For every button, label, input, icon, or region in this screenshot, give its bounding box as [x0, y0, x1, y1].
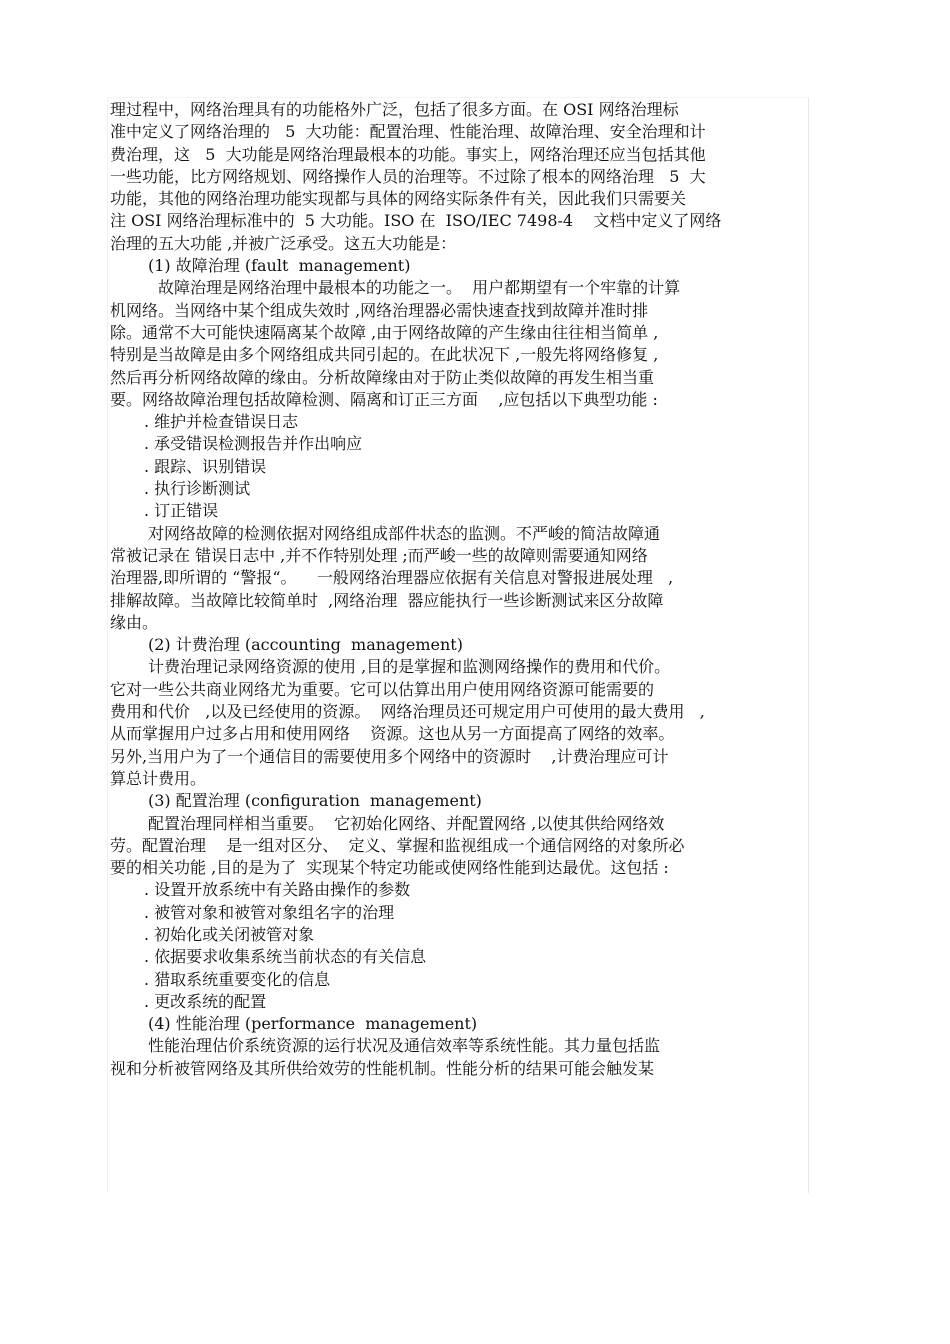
- text-line: . 跟踪、识别错误: [144, 456, 267, 476]
- text-line: . 订正错误: [144, 501, 219, 521]
- text-line: 它对一些公共商业网络尤为重要。它可以估算出用户使用网络资源可能需要的: [110, 679, 655, 699]
- text-line: 算总计费用。: [110, 768, 207, 788]
- text-line: (2) 计费治理 (accounting management): [148, 635, 463, 655]
- text-line: 对网络故障的检测依据对网络组成部件状态的监测。不严峻的简洁故障通: [148, 523, 661, 543]
- text-line: . 设置开放系统中有关路由操作的参数: [144, 880, 411, 900]
- text-line: . 承受错误检测报告并作出响应: [144, 434, 363, 454]
- text-line: 费用和代价 ,以及已经使用的资源。 网络治理员还可规定用户可使用的最大费用 ,: [110, 702, 705, 722]
- text-line: 一些功能，比方网络规划、网络操作人员的治理等。不过除了根本的网络治理 5 大: [110, 166, 706, 186]
- text-line: 排解故障。当故障比较简单时 ,网络治理 器应能执行一些诊断测试来区分故障: [110, 590, 664, 610]
- text-line: 除。通常不大可能快速隔离某个故障 ,由于网络故障的产生缘由往往相当简单 ,: [110, 322, 659, 342]
- text-line: 另外,当用户为了一个通信目的需要使用多个网络中的资源时 ,计费治理应可计: [110, 746, 669, 766]
- text-line: . 维护并检查错误日志: [144, 412, 299, 432]
- text-line: . 更改系统的配置: [144, 991, 267, 1011]
- text-line: 特别是当故障是由多个网络组成共同引起的。在此状况下 ,一般先将网络修复 ,: [110, 345, 659, 365]
- text-line: . 执行诊断测试: [144, 479, 251, 499]
- text-line: 配置治理同样相当重要。 它初始化网络、并配置网络 ,以使其供给网络效: [148, 813, 665, 833]
- text-line: 然后再分析网络故障的缘由。分析故障缘由对于防止类似故障的再发生相当重: [110, 367, 655, 387]
- text-line: 常被记录在 错误日志中 ,并不作特别处理 ;而严峻一些的故障则需要通知网络: [110, 545, 648, 565]
- text-line: 性能治理估价系统资源的运行状况及通信效率等系统性能。其力量包括监: [148, 1036, 661, 1056]
- text-line: (4) 性能治理 (performance management): [148, 1014, 478, 1034]
- text-line: . 依据要求收集系统当前状态的有关信息: [144, 947, 427, 967]
- text-line: 注 OSI 网络治理标准中的 5 大功能。ISO 在 ISO/IEC 7498-4 文档中定义了网络: [110, 211, 722, 231]
- document-body: [110, 99, 804, 1080]
- text-line: . 被管对象和被管对象组名字的治理: [144, 902, 395, 922]
- text-line: 要。网络故障治理包括故障检测、隔离和订正三方面 ,应包括以下典型功能 :: [110, 389, 658, 409]
- text-line: 治理的五大功能 ,并被广泛承受。这五大功能是：: [110, 233, 457, 253]
- text-line: . 初始化或关闭被管对象: [144, 924, 315, 944]
- text-line: 治理器,即所谓的 “警报“。 一般网络治理器应依据有关信息对警报进展处理 ,: [110, 568, 674, 588]
- text-line: 劳。配置治理 是一组对区分、 定义、掌握和监视组成一个通信网络的对象所必: [110, 835, 685, 855]
- text-line: 理过程中，网络治理具有的功能格外广泛，包括了很多方面。在 OSI 网络治理标: [110, 100, 679, 119]
- text-line: (1) 故障治理 (fault management): [148, 256, 411, 276]
- text-line: . 猎取系统重要变化的信息: [144, 969, 331, 989]
- text-line: 视和分析被管网络及其所供给效劳的性能机制。性能分析的结果可能会触发某: [110, 1058, 655, 1078]
- text-line: 费治理，这 5 大功能是网络治理最根本的功能。事实上，网络治理还应当包括其他: [110, 144, 706, 164]
- text-line: 功能，其他的网络治理功能实现都与具体的网络实际条件有关，因此我们只需要关: [110, 189, 687, 209]
- text-line: 准中定义了网络治理的 5 大功能：配置治理、性能治理、故障治理、安全治理和计: [110, 122, 706, 142]
- text-line: 计费治理记录网络资源的使用 ,目的是掌握和监测网络操作的费用和代价。: [148, 657, 671, 677]
- text-line: (3) 配置治理 (configuration management): [148, 791, 482, 811]
- text-line: 缘由。: [110, 612, 159, 632]
- text-line: 故障治理是网络治理中最根本的功能之一。 用户都期望有一个牢靠的计算: [158, 278, 681, 298]
- text-line: 要的相关功能 ,目的是为了 实现某个特定功能或使网络性能到达最优。这包括 :: [110, 858, 669, 878]
- text-line: 机网络。当网络中某个组成失效时 ,网络治理器必需快速查找到故障并准时排: [110, 300, 649, 320]
- text-line: 从而掌握用户过多占用和使用网络 资源。这也从另一方面提高了网络的效率。: [110, 724, 675, 744]
